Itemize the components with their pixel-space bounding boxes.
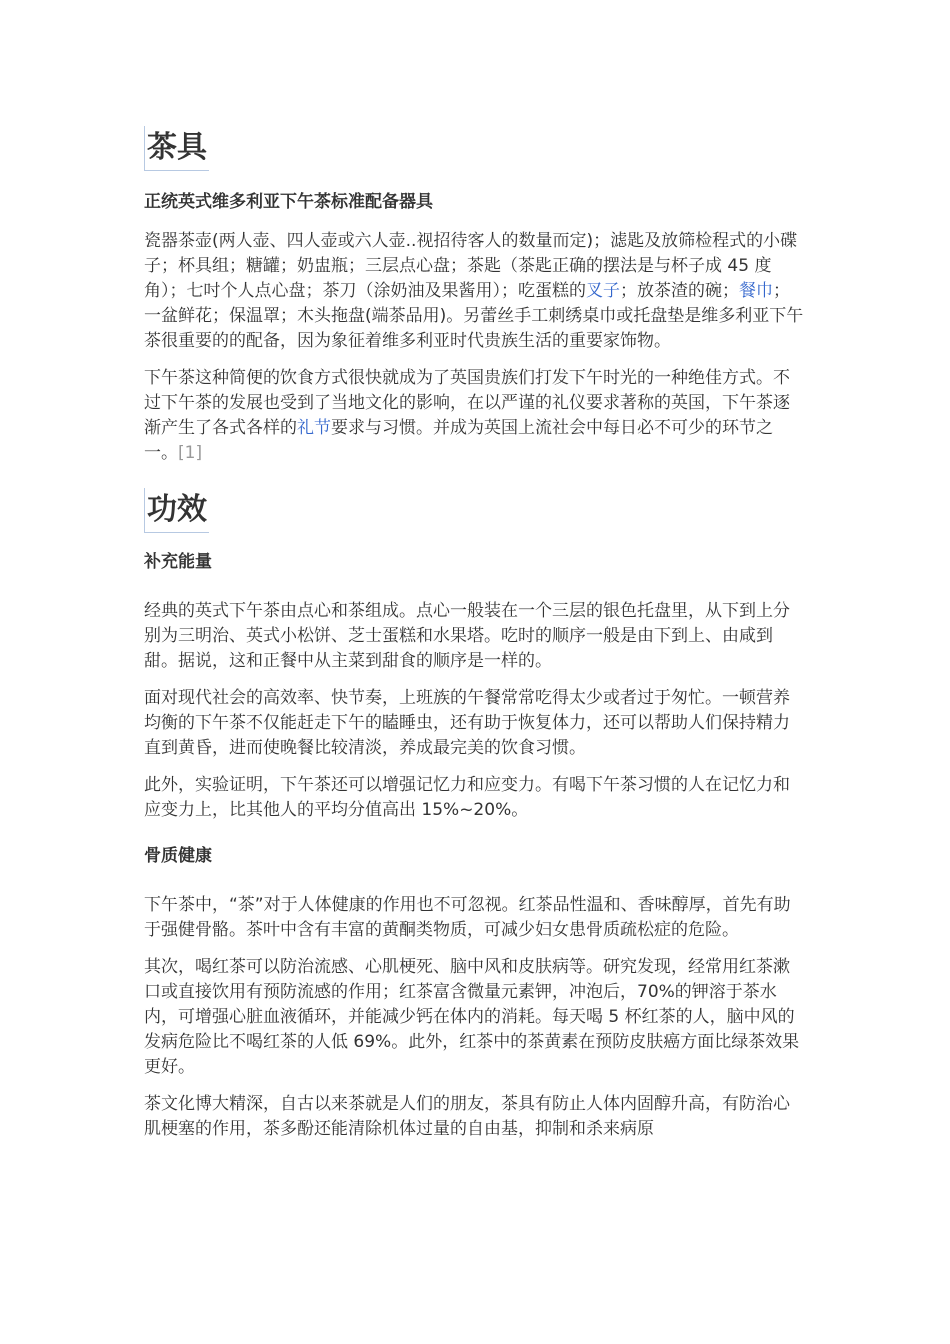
section-heading-effects: 功效 <box>144 488 209 533</box>
paragraph-energy-1: 经典的英式下午茶由点心和茶组成。点心一般装在一个三层的银色托盘里，从下到上分别为三明治、英式小松饼、芝士蛋糕和水果塔。吃时的顺序一般是由下到上、由咸到甜。据说，这和正餐中从主菜到甜食的顺序是一样的。 <box>144 601 790 671</box>
paragraph-bone-2: 其次，喝红茶可以防治流感、心肌梗死、脑中风和皮肤病等。研究发现，经常用红茶漱口或直接饮用有预防流感的作用；红茶富含微量元素钾，冲泡后，70%的钾溶于茶水内，可增强心脏血液循环，并能减少钙在体内的消耗。每天喝 5 杯红茶的人，脑中风的发病危险比不喝红茶的人低 69%。此外，红茶中的茶黄素在预防皮肤癌方面比绿茶效果更好。 <box>144 957 800 1077</box>
paragraph-bone-1: 下午茶中，“茶”对于人体健康的作用也不可忽视。红茶品性温和、香味醇厚，首先有助于强健骨骼。茶叶中含有丰富的黄酮类物质，可减少妇女患骨质疏松症的危险。 <box>144 895 791 940</box>
text-run: ；放茶渣的碗； <box>620 281 739 301</box>
document-page <box>144 126 806 1154</box>
link-napkin[interactable]: 餐巾 <box>739 281 773 301</box>
reference-link-1[interactable]: [1] <box>178 443 203 463</box>
paragraph-bone-3: 茶文化博大精深，自古以来茶就是人们的朋友，茶具有防止人体内固醇升高，有防治心肌梗塞的作用，茶多酚还能清除机体过量的自由基，抑制和杀来病原 <box>144 1094 790 1139</box>
paragraph-ware-list <box>144 229 806 354</box>
link-fork[interactable]: 叉子 <box>586 281 620 301</box>
subheading-standard-ware: 正统英式维多利亚下午茶标准配备器具 <box>144 192 433 212</box>
paragraph-energy-3: 此外，实验证明，下午茶还可以增强记忆力和应变力。有喝下午茶习惯的人在记忆力和应变力上，比其他人的平均分值高出 15%~20%。 <box>144 775 790 820</box>
text-run: 要求与习惯。并成为英国上流社会中每日必不可少的环节之一。 <box>144 418 773 463</box>
text-run: 瓷器茶壶(两人壶、四人壶或六人壶..视招待客人的数量而定)；滤匙及放筛检程式的小碟子；杯具组；糖罐；奶盅瓶；三层点心盘；茶匙（茶匙正确的摆法是与杯子成 45 度角）；七吋个人点心盘；茶刀（涂奶油及果酱用）；吃蛋糕的 <box>144 231 798 301</box>
text-run: ；一盆鲜花；保温罩；木头拖盘(端茶品用)。另蕾丝手工刺绣桌巾或托盘垫是维多利亚下午茶很重要的的配备，因为象征着维多利亚时代贵族生活的重要家饰物。 <box>144 281 804 351</box>
subheading-energy: 补充能量 <box>144 552 212 572</box>
section-heading-tea-ware: 茶具 <box>144 126 209 171</box>
subheading-bone-health: 骨质健康 <box>144 846 212 866</box>
paragraph-afternoon-tea-history <box>144 366 806 466</box>
text-run: 下午茶这种简便的饮食方式很快就成为了英国贵族们打发下午时光的一种绝佳方式。不过下午茶的发展也受到了当地文化的影响，在以严谨的礼仪要求著称的英国，下午茶逐渐产生了各式各样的 <box>144 368 790 438</box>
paragraph-energy-2: 面对现代社会的高效率、快节奏，上班族的午餐常常吃得太少或者过于匆忙。一顿营养均衡的下午茶不仅能赶走下午的瞌睡虫，还有助于恢复体力，还可以帮助人们保持精力直到黄昏，进而使晚餐比较清淡，养成最完美的饮食习惯。 <box>144 688 790 758</box>
link-etiquette[interactable]: 礼节 <box>297 418 331 438</box>
